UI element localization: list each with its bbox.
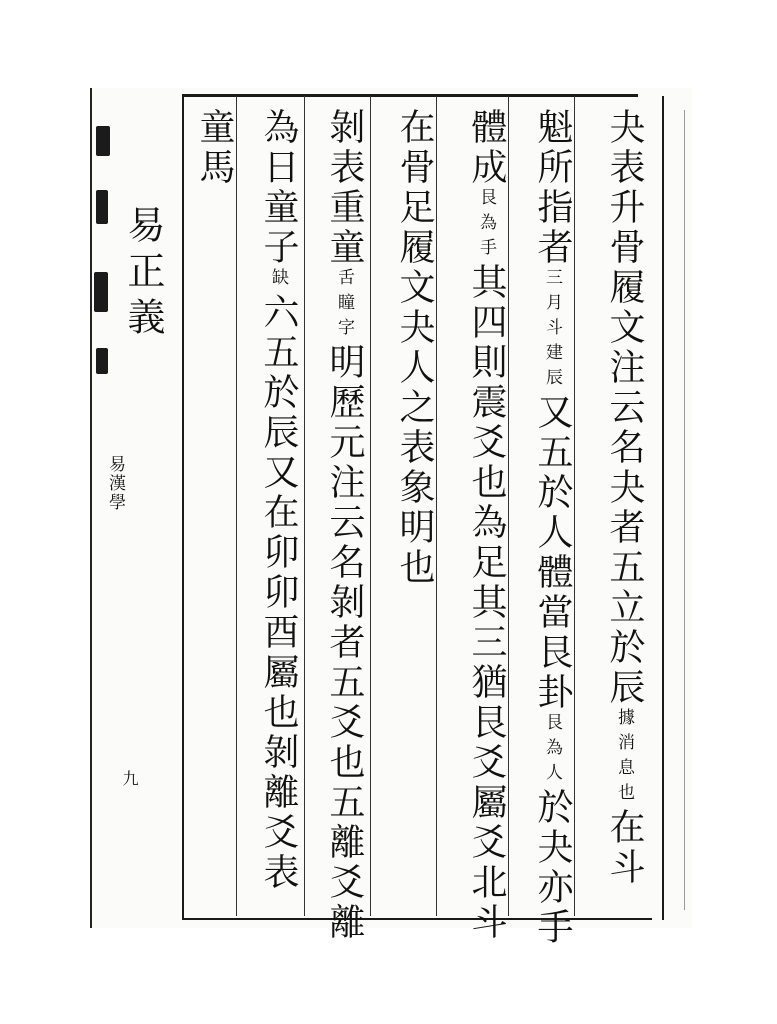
annotation-text: 舌瞳字: [334, 268, 354, 343]
main-text: 在骨足履文夬人之表象明也: [394, 108, 435, 588]
page-fold-line: [684, 110, 685, 910]
main-text: 其四則震爻也為足其三猶艮爻屬爻北斗: [466, 263, 507, 943]
text-column-3: [462, 108, 510, 943]
text-column-7: [190, 108, 238, 188]
edge-title: 易正義: [121, 205, 165, 343]
column-rule: [370, 96, 371, 916]
annotation-text: 據消息也: [614, 708, 634, 808]
text-column-1: [600, 108, 648, 888]
edge-page-number: 九: [120, 770, 139, 786]
annotation-text: 艮為手: [476, 188, 496, 263]
main-text: 明歷元注云名剝者五爻也五離爻離: [324, 343, 365, 943]
main-text: 為日童子: [258, 108, 299, 268]
main-text: 魁所指者: [532, 108, 573, 268]
main-text: 又五於人體當艮卦: [532, 393, 573, 713]
annotation-text: 缺: [268, 268, 288, 293]
edge-subtitle: 易漢學: [105, 455, 125, 512]
text-column-2: [528, 108, 576, 948]
binding-ink-mark: [96, 126, 110, 156]
text-column-5: [320, 108, 368, 943]
main-text: 體成: [466, 108, 507, 188]
frame-right-rule: [662, 96, 664, 920]
text-column-6: [254, 108, 302, 893]
main-text: 六五於辰又在卯卯酉屬也剝離爻表: [258, 293, 299, 893]
binding-ink-mark: [96, 190, 108, 224]
binding-ink-mark: [96, 348, 108, 374]
frame-top-rule: [182, 94, 638, 97]
main-text: 夬表升骨履文注云名夬者五立於辰: [604, 108, 645, 708]
binding-ink-mark: [94, 272, 108, 312]
column-rule: [304, 96, 305, 916]
main-text: 在斗: [604, 808, 645, 888]
frame-left-rule: [182, 96, 184, 920]
column-rule: [236, 96, 237, 916]
frame-bottom-rule: [182, 918, 652, 920]
main-text: 剝表重童: [324, 108, 365, 268]
main-text: 童馬: [194, 108, 235, 188]
text-column-4: [390, 108, 438, 588]
annotation-text: 三月斗建辰: [542, 268, 562, 393]
main-text: 於夬亦手: [532, 788, 573, 948]
annotation-text: 艮為人: [542, 713, 562, 788]
